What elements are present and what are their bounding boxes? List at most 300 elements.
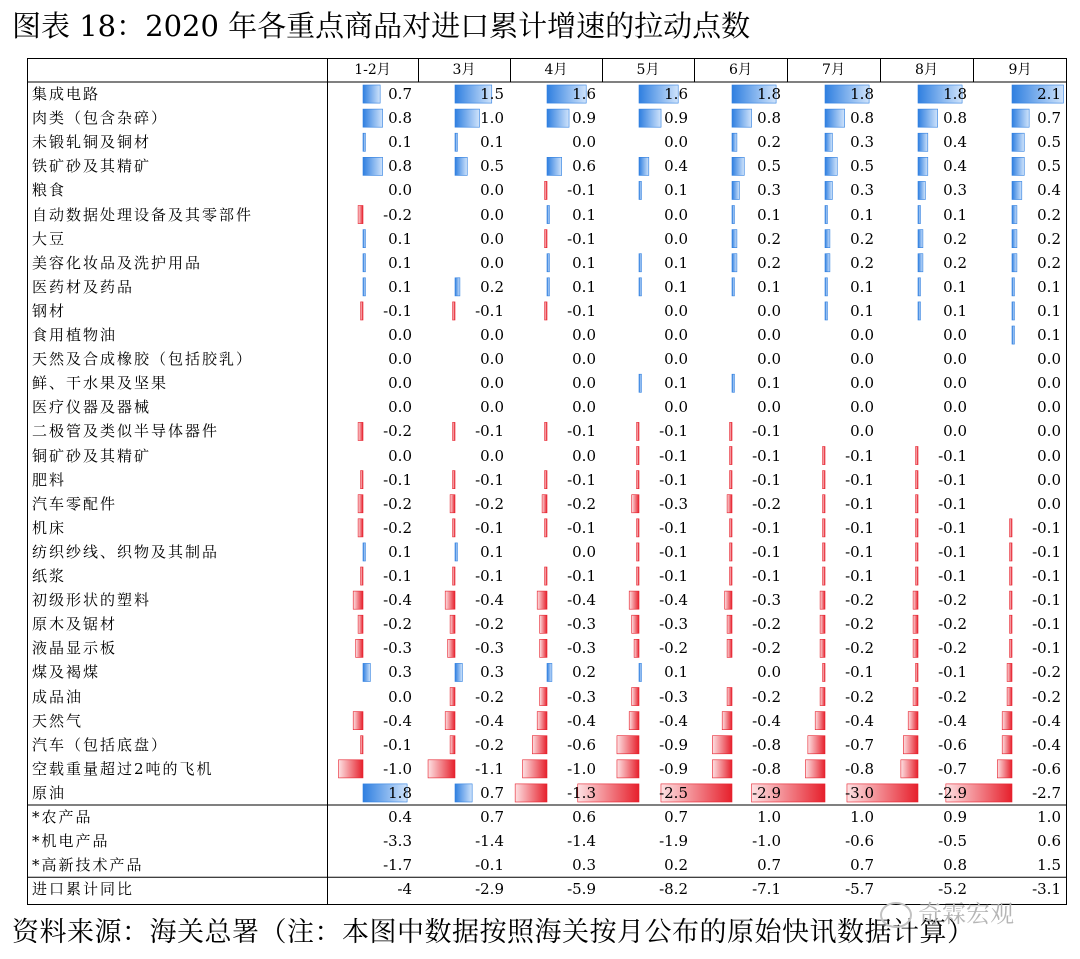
value-cell: 0.8	[388, 109, 412, 128]
value-cell: -0.1	[659, 470, 688, 489]
value-cell: 0.0	[572, 133, 596, 152]
row-label: *农产品	[32, 808, 93, 826]
value-cell: -0.1	[752, 446, 781, 465]
value-cell: 1.8	[388, 783, 412, 802]
month-header: 4月	[544, 62, 568, 78]
value-cell: 0.0	[757, 398, 781, 417]
value-cell: 1.0	[1037, 808, 1061, 826]
value-cell: -0.4	[752, 711, 781, 730]
value-cell: -5.9	[567, 880, 596, 899]
value-cell: 0.1	[943, 205, 967, 224]
value-cell: -1.9	[659, 832, 688, 851]
value-cell: -2.9	[752, 783, 781, 802]
value-cell: 0.0	[850, 398, 874, 417]
value-cell: -0.3	[659, 615, 688, 634]
value-cell: -0.6	[567, 735, 596, 754]
value-cell: -0.1	[567, 229, 596, 248]
month-header: 3月	[452, 62, 476, 78]
row-label: 成品油	[32, 687, 84, 706]
row-label: 煤及褐煤	[32, 663, 101, 682]
value-cell: -0.1	[1032, 542, 1061, 561]
value-cell: 0.0	[757, 350, 781, 369]
value-cell: -1.0	[752, 832, 781, 851]
value-cell: 0.7	[480, 808, 504, 826]
value-cell: 0.5	[757, 157, 781, 176]
value-cell: -0.3	[659, 494, 688, 513]
value-cell: -0.1	[938, 567, 967, 585]
page-title: 图表 18：2020 年各重点商品对进口累计增速的拉动点数	[12, 9, 751, 43]
value-cell: -0.1	[659, 518, 688, 537]
value-cell: 0.0	[480, 253, 504, 272]
row-label: 粮食	[32, 181, 67, 200]
row-label: 肉类（包含杂碎）	[32, 109, 169, 128]
value-cell: -0.1	[475, 422, 504, 441]
value-cell: -2.7	[1032, 783, 1061, 802]
value-cell: 0.1	[757, 205, 781, 224]
value-cell: 0.0	[388, 326, 412, 344]
value-cell: 1.8	[943, 85, 967, 103]
value-cell: 0.0	[664, 229, 688, 248]
source-note: 资料来源：海关总署（注：本图中数据按照海关按月公布的原始快讯数据计算）	[12, 917, 975, 948]
value-cell: 0.0	[480, 205, 504, 224]
value-cell: -0.2	[383, 205, 412, 224]
value-cell: 0.1	[1037, 277, 1061, 296]
value-cell: 0.1	[1037, 326, 1061, 344]
value-cell: 0.0	[664, 350, 688, 369]
value-cell: -0.1	[845, 446, 874, 465]
value-cell: -0.4	[383, 711, 412, 730]
value-cell: 0.2	[850, 229, 874, 248]
value-cell: 0.7	[850, 856, 874, 875]
value-cell: -0.2	[938, 615, 967, 634]
value-cell: 0.5	[1037, 157, 1061, 176]
value-cell: 0.4	[664, 157, 688, 176]
value-cell: 0.1	[850, 205, 874, 224]
value-cell: -0.2	[383, 494, 412, 513]
value-cell: 0.9	[664, 109, 688, 128]
value-cell: -2.9	[938, 783, 967, 802]
value-cell: -0.1	[752, 518, 781, 537]
value-cell: -8.2	[659, 880, 688, 899]
value-cell: 0.0	[943, 350, 967, 369]
value-cell: 0.0	[480, 398, 504, 417]
value-cell: 0.9	[943, 808, 967, 826]
month-header: 9月	[1008, 62, 1032, 78]
value-cell: 0.0	[850, 350, 874, 369]
value-cell: -0.1	[475, 518, 504, 537]
value-cell: -0.3	[567, 639, 596, 658]
row-label: 自动数据处理设备及其零部件	[32, 205, 254, 224]
value-cell: 0.1	[480, 133, 504, 152]
value-cell: 0.0	[388, 446, 412, 465]
value-cell: -0.4	[845, 711, 874, 730]
value-cell: 0.0	[480, 326, 504, 344]
value-cell: -0.1	[567, 470, 596, 489]
value-cell: -0.1	[845, 518, 874, 537]
value-cell: -0.2	[752, 615, 781, 634]
value-cell: -0.1	[383, 470, 412, 489]
value-cell: -0.1	[567, 301, 596, 320]
value-cell: -1.0	[567, 759, 596, 778]
value-cell: -0.2	[1032, 687, 1061, 706]
value-cell: 0.0	[943, 374, 967, 393]
value-cell: 1.0	[850, 808, 874, 826]
value-cell: 0.3	[388, 663, 412, 682]
value-cell: 0.1	[1037, 301, 1061, 320]
value-cell: 0.9	[572, 109, 596, 128]
value-cell: 0.0	[943, 422, 967, 441]
value-cell: -0.8	[752, 735, 781, 754]
value-cell: 0.1	[388, 229, 412, 248]
month-header: 1-2月	[354, 62, 391, 78]
wechat-icon	[880, 902, 912, 928]
value-cell: -0.2	[845, 591, 874, 610]
value-cell: 0.4	[388, 808, 412, 826]
row-label: 集成电路	[32, 85, 101, 103]
value-cell: -0.8	[845, 759, 874, 778]
value-cell: -0.2	[475, 687, 504, 706]
value-cell: -0.1	[567, 518, 596, 537]
value-cell: -0.2	[383, 615, 412, 634]
value-cell: 0.3	[572, 856, 596, 875]
value-cell: -0.2	[938, 591, 967, 610]
value-cell: 0.8	[943, 856, 967, 875]
value-cell: -5.7	[845, 880, 874, 899]
value-cell: 1.8	[757, 85, 781, 103]
row-label: 初级形状的塑料	[32, 591, 152, 610]
value-cell: 1.5	[480, 85, 504, 103]
value-cell: -0.1	[752, 542, 781, 561]
value-cell: -0.1	[938, 494, 967, 513]
row-label: 液晶显示板	[32, 639, 118, 658]
value-cell: 0.2	[850, 253, 874, 272]
value-cell: 0.0	[1037, 374, 1061, 393]
value-cell: 0.1	[664, 181, 688, 200]
value-cell: 0.7	[480, 783, 504, 802]
value-cell: -0.2	[383, 422, 412, 441]
value-cell: -0.1	[752, 470, 781, 489]
value-cell: 0.1	[664, 374, 688, 393]
value-cell: -0.1	[475, 567, 504, 585]
value-cell: -4	[397, 880, 412, 899]
row-label: 纸浆	[32, 567, 67, 585]
value-cell: 0.6	[572, 808, 596, 826]
value-cell: 0.3	[480, 663, 504, 682]
value-cell: 0.1	[664, 253, 688, 272]
value-cell: 0.0	[572, 446, 596, 465]
row-label: 机床	[32, 518, 67, 537]
data-table	[27, 58, 1067, 905]
value-cell: 0.3	[943, 181, 967, 200]
row-label: 纺织纱线、织物及其制品	[32, 542, 220, 561]
value-cell: 0.7	[664, 808, 688, 826]
value-cell: -5.2	[938, 880, 967, 899]
value-cell: 1.5	[1037, 856, 1061, 875]
value-cell: 0.5	[480, 157, 504, 176]
value-cell: 0.0	[480, 181, 504, 200]
value-cell: -0.1	[938, 470, 967, 489]
row-label: 天然及合成橡胶（包括胶乳）	[32, 350, 254, 369]
value-cell: -0.3	[659, 687, 688, 706]
row-label: *高新技术产品	[32, 856, 144, 875]
value-cell: -0.4	[1032, 711, 1061, 730]
value-cell: 0.1	[572, 277, 596, 296]
value-cell: -0.2	[475, 735, 504, 754]
value-cell: -0.2	[475, 615, 504, 634]
value-cell: 0.2	[757, 253, 781, 272]
value-cell: -0.1	[475, 856, 504, 875]
value-cell: 0.0	[480, 446, 504, 465]
value-cell: -0.4	[659, 591, 688, 610]
value-cell: -0.1	[383, 735, 412, 754]
value-cell: 0.2	[480, 277, 504, 296]
value-cell: -0.3	[475, 639, 504, 658]
value-cell: 0.2	[943, 253, 967, 272]
value-cell: 0.0	[572, 374, 596, 393]
value-cell: 0.0	[480, 229, 504, 248]
row-label: 空载重量超过2吨的飞机	[32, 759, 214, 778]
value-cell: -0.3	[567, 615, 596, 634]
value-cell: 1.0	[757, 808, 781, 826]
value-cell: 0.0	[388, 181, 412, 200]
value-cell: 0.0	[1037, 446, 1061, 465]
value-cell: -0.1	[938, 446, 967, 465]
value-cell: -0.4	[938, 711, 967, 730]
row-label: 进口累计同比	[32, 880, 135, 899]
value-cell: 0.1	[388, 133, 412, 152]
value-cell: 0.1	[664, 277, 688, 296]
value-cell: -0.1	[1032, 639, 1061, 658]
value-cell: -2.5	[659, 783, 688, 802]
value-cell: -0.1	[659, 567, 688, 585]
value-cell: -0.7	[938, 759, 967, 778]
value-cell: 0.0	[572, 542, 596, 561]
value-cell: -0.1	[938, 518, 967, 537]
value-cell: 0.4	[943, 133, 967, 152]
value-cell: 0.0	[572, 350, 596, 369]
value-cell: -0.6	[845, 832, 874, 851]
value-cell: 2.1	[1037, 85, 1061, 103]
value-cell: 0.7	[1037, 109, 1061, 128]
value-cell: -0.1	[567, 567, 596, 585]
value-cell: -0.3	[567, 687, 596, 706]
value-cell: -0.4	[567, 711, 596, 730]
value-cell: -3.3	[383, 832, 412, 851]
value-cell: 0.0	[388, 398, 412, 417]
value-cell: -0.2	[845, 639, 874, 658]
value-cell: 0.2	[1037, 229, 1061, 248]
value-cell: 0.3	[850, 181, 874, 200]
value-cell: -0.6	[938, 735, 967, 754]
value-cell: -0.2	[1032, 663, 1061, 682]
value-cell: -0.7	[845, 735, 874, 754]
watermark-text: 奇霖宏观	[918, 900, 1014, 928]
value-cell: -0.2	[567, 494, 596, 513]
value-cell: 0.2	[757, 229, 781, 248]
value-cell: -0.2	[752, 639, 781, 658]
row-label: 铁矿砂及其精矿	[32, 157, 152, 176]
value-cell: 0.1	[850, 277, 874, 296]
value-cell: 1.6	[572, 85, 596, 103]
month-header: 7月	[822, 62, 845, 78]
value-cell: -0.4	[475, 711, 504, 730]
value-cell: 0.2	[572, 663, 596, 682]
value-cell: 1.8	[850, 85, 874, 103]
value-cell: -1.7	[383, 856, 412, 875]
value-cell: -0.4	[383, 591, 412, 610]
value-cell: 0.7	[388, 85, 412, 103]
row-label: 原油	[32, 783, 67, 802]
value-cell: 0.1	[757, 374, 781, 393]
row-label: 食用植物油	[32, 326, 118, 344]
value-cell: -2.9	[475, 880, 504, 899]
value-cell: 0.2	[1037, 205, 1061, 224]
value-cell: 0.8	[757, 109, 781, 128]
row-label: 鲜、干水果及坚果	[32, 374, 169, 393]
value-cell: 0.0	[388, 687, 412, 706]
value-cell: -0.2	[938, 687, 967, 706]
value-cell: -0.1	[938, 663, 967, 682]
value-cell: 0.2	[1037, 253, 1061, 272]
value-cell: 0.1	[480, 542, 504, 561]
value-cell: 0.0	[1037, 470, 1061, 489]
value-cell: 1.6	[664, 85, 688, 103]
value-cell: 0.0	[664, 205, 688, 224]
value-cell: 0.0	[757, 326, 781, 344]
value-cell: -0.6	[1032, 759, 1061, 778]
value-cell: -1.4	[475, 832, 504, 851]
value-cell: -0.1	[659, 422, 688, 441]
row-label: 医疗仪器及器械	[32, 398, 152, 417]
value-cell: -0.9	[659, 735, 688, 754]
value-cell: 0.2	[757, 133, 781, 152]
row-label: 二极管及类似半导体器件	[32, 422, 220, 441]
value-cell: 0.0	[664, 301, 688, 320]
value-cell: -0.1	[1032, 518, 1061, 537]
value-cell: 0.0	[1037, 398, 1061, 417]
value-cell: 0.1	[757, 277, 781, 296]
value-cell: -0.1	[845, 542, 874, 561]
value-cell: 0.0	[664, 133, 688, 152]
row-label: 钢材	[32, 301, 67, 320]
month-header: 6月	[729, 62, 752, 78]
value-cell: -1.4	[567, 832, 596, 851]
value-cell: 0.0	[1037, 350, 1061, 369]
month-header: 8月	[915, 62, 938, 78]
value-cell: -0.2	[938, 639, 967, 658]
value-cell: 0.1	[388, 253, 412, 272]
value-cell: -0.2	[845, 615, 874, 634]
value-cell: -0.3	[383, 639, 412, 658]
row-label: 原木及锯材	[32, 615, 118, 634]
value-cell: -1.1	[475, 759, 504, 778]
value-cell: -0.4	[659, 711, 688, 730]
value-cell: 0.1	[388, 542, 412, 561]
value-cell: 0.0	[757, 301, 781, 320]
value-cell: -0.4	[475, 591, 504, 610]
value-cell: 0.0	[388, 350, 412, 369]
value-cell: 0.8	[943, 109, 967, 128]
value-cell: -0.1	[567, 422, 596, 441]
value-cell: 0.0	[1037, 422, 1061, 441]
value-cell: 0.8	[850, 109, 874, 128]
value-cell: -0.2	[475, 494, 504, 513]
month-header: 5月	[636, 62, 660, 78]
value-cell: -0.1	[752, 567, 781, 585]
row-label: 未锻轧铜及铜材	[32, 133, 152, 152]
value-cell: -0.1	[659, 542, 688, 561]
row-label: 医药材及药品	[32, 277, 135, 296]
value-cell: -0.2	[659, 639, 688, 658]
value-cell: 0.5	[850, 157, 874, 176]
value-cell: -0.1	[752, 422, 781, 441]
row-label: 肥料	[32, 470, 67, 489]
value-cell: 0.4	[1037, 181, 1061, 200]
value-cell: 0.0	[572, 326, 596, 344]
value-cell: 0.5	[1037, 133, 1061, 152]
value-cell: -0.1	[475, 470, 504, 489]
value-cell: -1.3	[567, 783, 596, 802]
row-label: 美容化妆品及洗护用品	[32, 253, 203, 272]
value-cell: -0.1	[567, 181, 596, 200]
value-cell: 0.0	[943, 398, 967, 417]
value-cell: 0.2	[664, 856, 688, 875]
value-cell: -0.1	[845, 470, 874, 489]
value-cell: -0.2	[845, 687, 874, 706]
value-cell: 1.0	[480, 109, 504, 128]
value-cell: -0.4	[567, 591, 596, 610]
value-cell: 0.4	[943, 157, 967, 176]
value-cell: 0.0	[480, 350, 504, 369]
value-cell: 0.1	[664, 663, 688, 682]
row-label: 汽车（包括底盘）	[32, 735, 169, 754]
value-cell: -0.2	[383, 518, 412, 537]
value-cell: 0.1	[850, 301, 874, 320]
value-cell: 0.1	[943, 301, 967, 320]
row-label: *机电产品	[32, 832, 110, 851]
row-label: 天然气	[32, 711, 84, 730]
value-cell: 0.0	[480, 374, 504, 393]
value-cell: -0.1	[845, 663, 874, 682]
value-cell: -0.4	[1032, 735, 1061, 754]
value-cell: -0.1	[845, 494, 874, 513]
value-cell: 0.0	[1037, 494, 1061, 513]
value-cell: 0.1	[388, 277, 412, 296]
value-cell: 0.0	[572, 398, 596, 417]
value-cell: -0.5	[938, 832, 967, 851]
row-label: 汽车零配件	[32, 494, 118, 513]
value-cell: -0.1	[938, 542, 967, 561]
value-cell: 0.0	[757, 663, 781, 682]
value-cell: -0.3	[752, 591, 781, 610]
value-cell: 0.1	[572, 205, 596, 224]
value-cell: -0.9	[659, 759, 688, 778]
value-cell: -3.0	[845, 783, 874, 802]
value-cell: 0.1	[943, 277, 967, 296]
value-cell: -0.1	[659, 446, 688, 465]
row-label: 大豆	[32, 229, 67, 248]
value-cell: 0.0	[850, 374, 874, 393]
value-cell: -0.1	[1032, 615, 1061, 634]
value-cell: -0.1	[1032, 567, 1061, 585]
value-cell: 0.3	[757, 181, 781, 200]
value-cell: 0.8	[388, 157, 412, 176]
value-cell: -0.1	[383, 301, 412, 320]
value-cell: 0.0	[388, 374, 412, 393]
value-cell: 0.6	[1037, 832, 1061, 851]
value-cell: 0.1	[572, 253, 596, 272]
value-cell: 0.0	[850, 422, 874, 441]
